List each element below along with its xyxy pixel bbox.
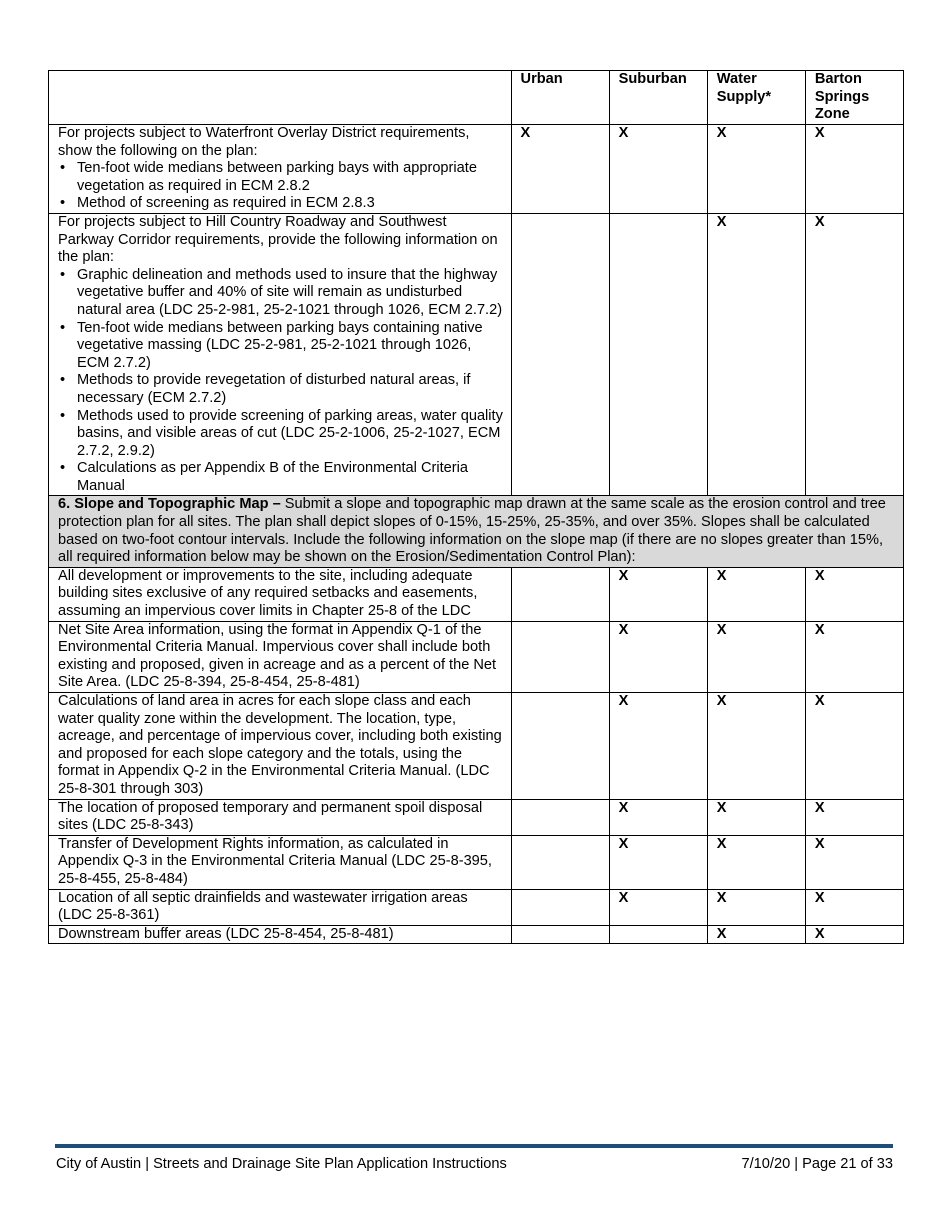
row-description: Calculations of land area in acres for each slope class and each water quality zone within the development. The location, type, acreage, and percentage of impervious cover, including both existing and proposed for each slope category and the totals, using the format in Appendix Q-2 in the Environmental Criteria Manual. (LDC 25-8-301 through 303) — [49, 693, 512, 800]
list-item: • Calculations as per Appendix B of the Environmental Criteria Manual — [58, 460, 506, 495]
header-barton-springs-zone: Barton Springs Zone — [805, 71, 903, 125]
mark-urban: X — [511, 125, 609, 214]
mark-suburban — [609, 213, 707, 496]
table-header-row — [49, 71, 904, 125]
table-row — [49, 925, 904, 944]
table-row — [49, 213, 904, 496]
mark-barton-springs: X — [805, 925, 903, 944]
section-slope-topographic — [49, 496, 904, 567]
footer-page-info: 7/10/20 | Page 21 of 33 — [741, 1156, 893, 1172]
mark-water-supply: X — [707, 213, 805, 496]
row-description: The location of proposed temporary and permanent spoil disposal sites (LDC 25-8-343) — [49, 799, 512, 835]
mark-barton-springs: X — [805, 213, 903, 496]
requirements-table — [48, 70, 904, 944]
table-row — [49, 125, 904, 214]
mark-suburban: X — [609, 621, 707, 692]
bullet-list — [58, 160, 506, 213]
mark-urban — [511, 889, 609, 925]
mark-barton-springs: X — [805, 567, 903, 621]
mark-urban — [511, 925, 609, 944]
mark-water-supply: X — [707, 693, 805, 800]
row-description: Downstream buffer areas (LDC 25-8-454, 25-8-481) — [49, 925, 512, 944]
mark-urban — [511, 799, 609, 835]
mark-water-supply: X — [707, 621, 805, 692]
mark-barton-springs: X — [805, 693, 903, 800]
list-item: • Ten-foot wide medians between parking bays with appropriate vegetation as required in ECM 2.8.2 — [58, 160, 506, 195]
mark-water-supply: X — [707, 125, 805, 214]
row-description: All development or improvements to the site, including adequate building sites exclusive of any required setbacks and easements, assuming an impervious cover limits in Chapter 25-8 of the LDC — [49, 567, 512, 621]
table-row — [49, 567, 904, 621]
row-description: Location of all septic drainfields and wastewater irrigation areas (LDC 25-8-361) — [49, 889, 512, 925]
list-item: • Ten-foot wide medians between parking bays containing native vegetative massing (LDC 25-2-981, 25-2-1021 through 1026, ECM 2.7.2) — [58, 320, 506, 373]
mark-barton-springs: X — [805, 889, 903, 925]
mark-suburban: X — [609, 125, 707, 214]
mark-suburban — [609, 925, 707, 944]
mark-water-supply: X — [707, 925, 805, 944]
table-row — [49, 693, 904, 800]
mark-suburban: X — [609, 889, 707, 925]
footer-document-title: City of Austin | Streets and Drainage Site Plan Application Instructions — [56, 1156, 507, 1172]
section-title: 6. Slope and Topographic Map – — [58, 496, 281, 513]
row-description: Transfer of Development Rights information, as calculated in Appendix Q-3 in the Environmental Criteria Manual (LDC 25-8-395, 25-8-455, 25-8-484) — [49, 835, 512, 889]
header-urban: Urban — [511, 71, 609, 125]
mark-barton-springs: X — [805, 621, 903, 692]
table-row — [49, 889, 904, 925]
mark-barton-springs: X — [805, 125, 903, 214]
mark-water-supply: X — [707, 889, 805, 925]
header-description — [49, 71, 512, 125]
mark-suburban: X — [609, 835, 707, 889]
header-suburban: Suburban — [609, 71, 707, 125]
mark-urban — [511, 835, 609, 889]
mark-barton-springs: X — [805, 835, 903, 889]
mark-suburban: X — [609, 693, 707, 800]
section-row — [49, 496, 904, 567]
header-water-supply: Water Supply* — [707, 71, 805, 125]
row-intro: For projects subject to Waterfront Overlay District requirements, show the following on the plan: — [58, 125, 470, 159]
row-description: Net Site Area information, using the format in Appendix Q-1 of the Environmental Criteria Manual. Impervious cover shall include both existing and proposed, given in acreage and as a percent of the Net Site Area. (LDC 25-8-394, 25-8-454, 25-8-481) — [49, 621, 512, 692]
footer-rule — [55, 1144, 893, 1148]
section-text: Submit a slope and topographic map drawn at the same scale as the erosion control and tree protection plan for all sites. The plan shall depict slopes of 0-15%, 15-25%, 25-35%, and over 35%. Slopes shall be calculated based on two-foot contour intervals. Include the following information on the slope map (if there are no slopes greater than 15%, all required information below may be shown on the Erosion/Sedimentation Control Plan): — [58, 496, 886, 566]
table-row — [49, 621, 904, 692]
list-item: • Method of screening as required in ECM 2.8.3 — [58, 195, 506, 213]
list-item: • Graphic delineation and methods used to insure that the highway vegetative buffer and 40% of site will remain as undisturbed natural area (LDC 25-2-981, 25-2-1021 through 1026, ECM 2.7.2) — [58, 267, 506, 320]
bullet-list — [58, 267, 506, 496]
mark-barton-springs: X — [805, 799, 903, 835]
table-row — [49, 835, 904, 889]
mark-urban — [511, 621, 609, 692]
mark-urban — [511, 567, 609, 621]
row-description — [49, 213, 512, 496]
mark-water-supply: X — [707, 567, 805, 621]
mark-suburban: X — [609, 799, 707, 835]
mark-water-supply: X — [707, 835, 805, 889]
list-item: • Methods used to provide screening of parking areas, water quality basins, and visible areas of cut (LDC 25-2-1006, 25-2-1027, ECM 2.7.2, 2.9.2) — [58, 408, 506, 461]
mark-urban — [511, 693, 609, 800]
mark-water-supply: X — [707, 799, 805, 835]
table-row — [49, 799, 904, 835]
list-item: • Methods to provide revegetation of disturbed natural areas, if necessary (ECM 2.7.2) — [58, 372, 506, 407]
row-intro: For projects subject to Hill Country Roadway and Southwest Parkway Corridor requirements, provide the following information on the plan: — [58, 213, 498, 266]
mark-urban — [511, 213, 609, 496]
mark-suburban: X — [609, 567, 707, 621]
row-description — [49, 125, 512, 214]
